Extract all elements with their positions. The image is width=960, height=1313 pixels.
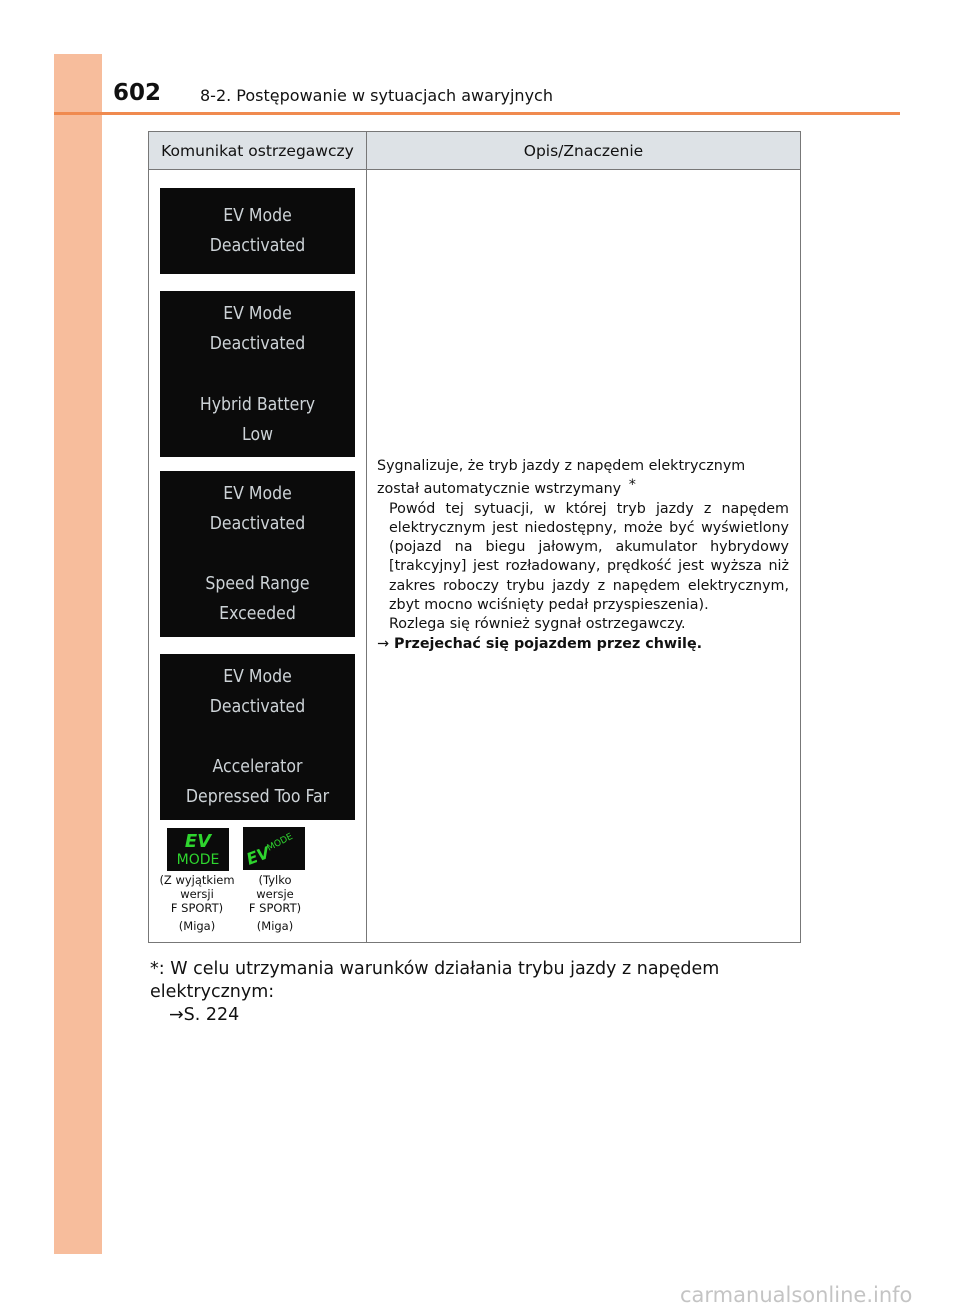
display-line: EV Mode bbox=[223, 304, 292, 324]
description-summary-text: Sygnalizuje, że tryb jazdy z napędem elektrycznym został automatycznie wstrzymany bbox=[377, 458, 746, 498]
ev-icon-text-top: EV bbox=[243, 842, 273, 869]
note-line: (Miga) bbox=[178, 919, 216, 933]
table-header-row bbox=[149, 132, 800, 170]
display-speed-range-exceeded bbox=[160, 471, 355, 637]
note-line: (Z wyjątkiem bbox=[159, 873, 235, 887]
note-line: F SPORT) bbox=[248, 901, 302, 915]
display-line: Deactivated bbox=[209, 334, 306, 354]
ev-icon-text-bottom: MODE bbox=[176, 852, 220, 868]
display-line: Exceeded bbox=[219, 604, 296, 624]
page-side-strip bbox=[54, 54, 102, 1254]
description-buzzer: Rozlega się również sygnał ostrzegawczy. bbox=[389, 616, 686, 633]
note-line: (Miga) bbox=[256, 919, 294, 933]
display-line: Speed Range bbox=[205, 574, 310, 594]
warning-message-table bbox=[148, 131, 801, 943]
watermark-text: carmanualsonline.info bbox=[680, 1283, 913, 1307]
description-summary bbox=[377, 457, 789, 500]
icon-note-standard bbox=[152, 873, 242, 933]
description-action bbox=[377, 635, 789, 654]
display-line: Accelerator bbox=[212, 757, 303, 777]
footnote-reference bbox=[150, 1004, 810, 1027]
display-line: Depressed Too Far bbox=[185, 787, 330, 807]
display-line: EV Mode bbox=[223, 484, 292, 504]
page-reference[interactable]: S. 224 bbox=[183, 1005, 240, 1025]
note-line: F SPORT) bbox=[170, 901, 224, 915]
display-line: Deactivated bbox=[209, 514, 306, 534]
footnote bbox=[150, 958, 810, 1027]
display-line: Low bbox=[242, 425, 273, 445]
action-text: Przejechać się pojazdem przez chwilę. bbox=[393, 635, 703, 652]
column-header-description: Opis/Znaczenie bbox=[523, 142, 644, 160]
arrow-icon: → bbox=[169, 1005, 184, 1025]
ev-icon-text-bottom: MODE bbox=[265, 831, 295, 854]
description-reason: Powód tej sytuacji, w której tryb jazdy z napędem elektrycznym jest niedostępny, może być wyświetlony (pojazd na biegu jałowym, akumulator hybrydowy [trakcyjny] jest rozładowany, prędkość jest wyższa niż zakres roboczy trybu jazdy z napędem elektrycznym, zbyt mocno wciśnięty pedał przyspieszenia). bbox=[389, 500, 789, 614]
display-hybrid-battery-low bbox=[160, 291, 355, 457]
icon-note-fsport bbox=[230, 873, 320, 933]
warning-description bbox=[377, 457, 789, 654]
note-line: wersje bbox=[256, 887, 294, 901]
column-header-message: Komunikat ostrzegawczy bbox=[161, 142, 354, 160]
display-line: Hybrid Battery bbox=[199, 395, 316, 415]
ev-mode-indicator-icon bbox=[167, 828, 229, 871]
header-rule bbox=[54, 112, 900, 115]
ev-mode-fsport-indicator-icon bbox=[243, 827, 305, 870]
footnote-marker: * bbox=[628, 477, 636, 494]
column-divider bbox=[366, 132, 367, 942]
display-line: Deactivated bbox=[209, 697, 306, 717]
arrow-icon: → bbox=[377, 635, 389, 652]
footnote-line: *: W celu utrzymania warunków działania trybu jazdy z napędem elektrycznym: bbox=[150, 959, 720, 1002]
note-line: (Tylko bbox=[258, 873, 292, 887]
page-number: 602 bbox=[113, 80, 162, 106]
display-accelerator-too-far bbox=[160, 654, 355, 820]
display-line: EV Mode bbox=[223, 206, 292, 226]
display-line: EV Mode bbox=[223, 667, 292, 687]
ev-icon-text-top: EV bbox=[184, 831, 212, 852]
note-line: wersji bbox=[180, 887, 214, 901]
display-line: Deactivated bbox=[209, 236, 306, 256]
display-ev-deactivated bbox=[160, 188, 355, 274]
section-title: 8-2. Postępowanie w sytuacjach awaryjnych bbox=[200, 86, 553, 105]
